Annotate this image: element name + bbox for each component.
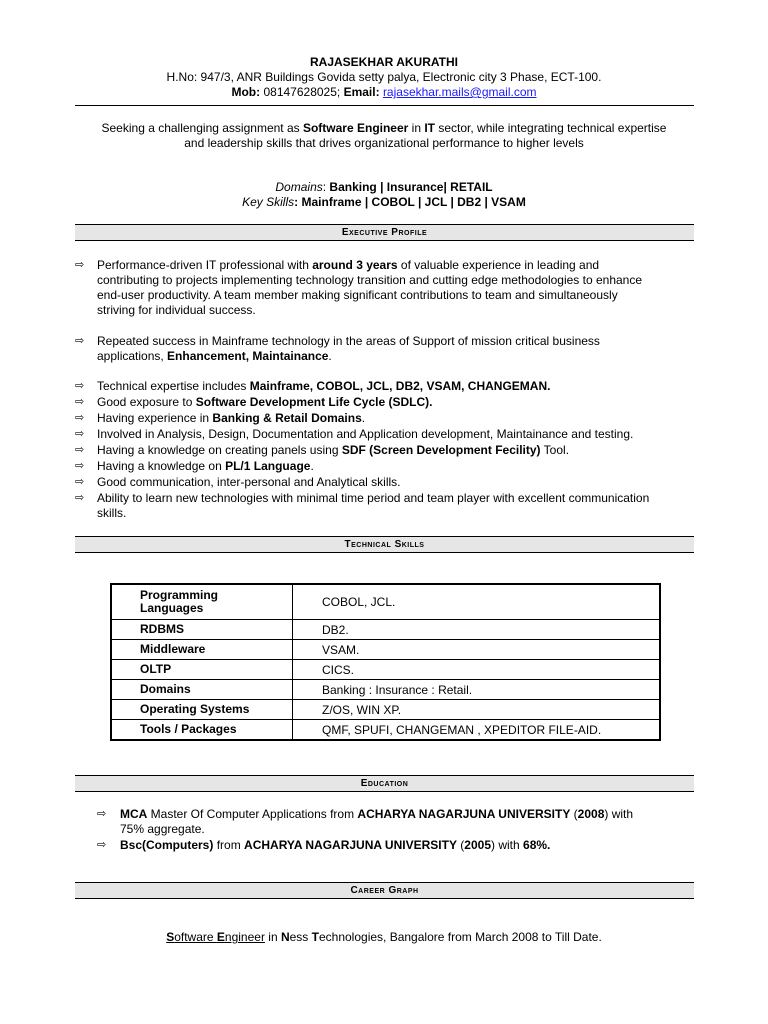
key-skills-line: [0, 195, 768, 210]
text: Technical expertise includes: [97, 379, 250, 393]
text: applications,: [97, 349, 168, 363]
bullet-icon: ⇨: [97, 839, 107, 851]
education-item: [120, 807, 695, 837]
text: (: [456, 838, 465, 852]
skill-category-line: Programming: [140, 588, 219, 602]
bullet-icon: ⇨: [75, 460, 85, 472]
text: Having a knowledge on creating panels using: [97, 443, 342, 457]
skill-value: DB2.: [293, 620, 661, 640]
header-divider: [75, 105, 694, 106]
text: (: [570, 807, 578, 821]
university: ACHARYA NAGARJUNA UNIVERSITY: [357, 807, 571, 821]
mob-label: Mob:: [231, 85, 261, 99]
text: Tool.: [540, 443, 570, 457]
bullet-icon: ⇨: [75, 396, 85, 408]
career-company: ess: [289, 930, 312, 944]
bullet-icon: ⇨: [75, 476, 85, 488]
profile-item: [97, 334, 697, 364]
domains-colon: :: [322, 180, 330, 194]
text-bold: Banking & Retail Domains: [212, 411, 362, 425]
skill-category: [111, 584, 293, 620]
profile-item-line: contributing to projects implementing technology transition and cutting edge methodologies to enhance: [97, 273, 643, 287]
degree: MCA: [120, 807, 148, 821]
resume-header: [0, 55, 768, 100]
key-skills-value: Mainframe | COBOL | JCL | DB2 | VSAM: [301, 195, 526, 209]
objective-it: IT: [424, 121, 436, 135]
section-education: Education: [75, 775, 694, 792]
profile-item-line: Ability to learn new technologies with minimal time period and team player with excellent communication: [97, 491, 650, 505]
bullet-icon: ⇨: [75, 444, 85, 456]
mob-value: 08147628025;: [263, 85, 341, 99]
contact-line: [0, 85, 768, 100]
table-row: [111, 680, 660, 700]
university: ACHARYA NAGARJUNA UNIVERSITY: [244, 838, 457, 852]
skill-category: Middleware: [111, 640, 293, 660]
key-skills-label: Key Skills: [242, 195, 295, 209]
profile-item: [97, 379, 697, 394]
table-row: [111, 584, 660, 620]
career-initial: E: [216, 930, 225, 944]
text: ) with: [491, 838, 524, 852]
skill-value: Banking : Insurance : Retail.: [293, 680, 661, 700]
objective: [60, 121, 708, 151]
skill-value: COBOL, JCL.: [293, 584, 661, 620]
profile-item: [97, 411, 697, 426]
career-initial: S: [166, 930, 175, 944]
bullet-icon: ⇨: [75, 380, 85, 392]
section-career-graph: Career Graph: [75, 882, 694, 899]
profile-item: [97, 258, 697, 318]
skill-category: Tools / Packages: [111, 720, 293, 741]
profile-item-line: [97, 258, 697, 273]
degree: Bsc(Computers): [120, 838, 214, 852]
bullet-icon: ⇨: [75, 335, 85, 347]
domains-line: [0, 180, 768, 195]
text: Having experience in: [97, 411, 213, 425]
text: of valuable experience in leading and: [397, 258, 600, 272]
year: 2008: [577, 807, 605, 821]
career-initial: T: [311, 930, 319, 944]
profile-item: [97, 395, 697, 410]
objective-line-1: [60, 121, 708, 136]
career-entry: [0, 930, 768, 945]
profile-item: [97, 491, 697, 521]
career-role: oftware: [174, 930, 217, 944]
education-item: [120, 838, 695, 853]
text: Master Of Computer Applications from: [147, 807, 358, 821]
skill-category-line: Languages: [140, 601, 204, 615]
section-executive-profile: Executive Profile: [75, 224, 694, 241]
objective-text: sector, while integrating technical expertise: [435, 121, 667, 135]
profile-item: [97, 459, 697, 474]
objective-text: in: [408, 121, 425, 135]
text-bold: PL/1 Language: [225, 459, 311, 473]
profile-item-line: [97, 349, 697, 364]
profile-item: [97, 443, 697, 458]
text: .: [310, 459, 314, 473]
text: from: [213, 838, 245, 852]
section-technical-skills: Technical Skills: [75, 536, 694, 553]
profile-item-line: Repeated success in Mainframe technology in the areas of Support of mission critical business: [97, 334, 600, 348]
table-row: [111, 620, 660, 640]
text: .: [361, 411, 366, 425]
key-skills-colon: :: [294, 195, 302, 209]
percentage: 68%.: [523, 838, 551, 852]
profile-item: Involved in Analysis, Design, Documentation and Application development, Maintainance and testing.: [97, 427, 634, 441]
profile-item-line: end-user productivity. A team member making significant contributions to team and simultaneously: [97, 288, 618, 302]
domains-summary: [0, 180, 768, 210]
text-bold: Software Development Life Cycle (SDLC).: [195, 395, 433, 409]
education-item-line: [120, 807, 695, 822]
candidate-name: RAJASEKHAR AKURATHI: [309, 55, 458, 69]
career-details: echnologies, Bangalore from March 2008 to Till Date.: [318, 930, 602, 944]
text: Having a knowledge on: [97, 459, 226, 473]
skill-value: CICS.: [293, 660, 661, 680]
skill-category: Operating Systems: [111, 700, 293, 720]
education-item-line: 75% aggregate.: [120, 822, 205, 836]
career-initial: N: [280, 930, 290, 944]
bullet-icon: ⇨: [75, 259, 85, 271]
table-row: [111, 720, 660, 741]
skill-category: RDBMS: [111, 620, 293, 640]
skills-table: [110, 583, 661, 741]
table-row: [111, 700, 660, 720]
bullet-icon: ⇨: [75, 412, 85, 424]
text-bold: around 3 years: [312, 258, 398, 272]
text: .: [328, 349, 332, 363]
skill-category: Domains: [111, 680, 293, 700]
skill-category: OLTP: [111, 660, 293, 680]
text-bold: Mainframe, COBOL, JCL, DB2, VSAM, CHANGEMAN.: [249, 379, 551, 393]
domains-value: Banking | Insurance| RETAIL: [329, 180, 493, 194]
email-link[interactable]: rajasekhar.mails@gmail.com: [382, 85, 537, 99]
text: in: [264, 930, 281, 944]
table-row: [111, 640, 660, 660]
text: Good exposure to: [97, 395, 196, 409]
bullet-icon: ⇨: [97, 808, 107, 820]
domains-label: Domains: [275, 180, 323, 194]
text-bold: SDF (Screen Development Fecility): [341, 443, 541, 457]
address: H.No: 947/3, ANR Buildings Govida setty palya, Electronic city 3 Phase, ECT-100.: [166, 70, 602, 84]
career-role: ngineer: [224, 930, 265, 944]
bullet-icon: ⇨: [75, 428, 85, 440]
text: Performance-driven IT professional with: [97, 258, 313, 272]
text: ) with: [604, 807, 634, 821]
objective-role: Software Engineer: [302, 121, 409, 135]
profile-item: Good communication, inter-personal and Analytical skills.: [97, 475, 401, 489]
objective-text: Seeking a challenging assignment as: [101, 121, 303, 135]
profile-item-line: striving for individual success.: [97, 303, 256, 317]
skill-value: Z/OS, WIN XP.: [293, 700, 661, 720]
profile-item-line: skills.: [97, 506, 127, 520]
year: 2005: [464, 838, 491, 852]
bullet-icon: ⇨: [75, 492, 85, 504]
text-bold: Enhancement, Maintainance: [167, 349, 329, 363]
skill-value: QMF, SPUFI, CHANGEMAN , XPEDITOR FILE-AID.: [293, 720, 661, 741]
email-label: Email:: [343, 85, 380, 99]
table-row: [111, 660, 660, 680]
objective-line-2: and leadership skills that drives organizational performance to higher levels: [184, 136, 584, 150]
skill-value: VSAM.: [293, 640, 661, 660]
